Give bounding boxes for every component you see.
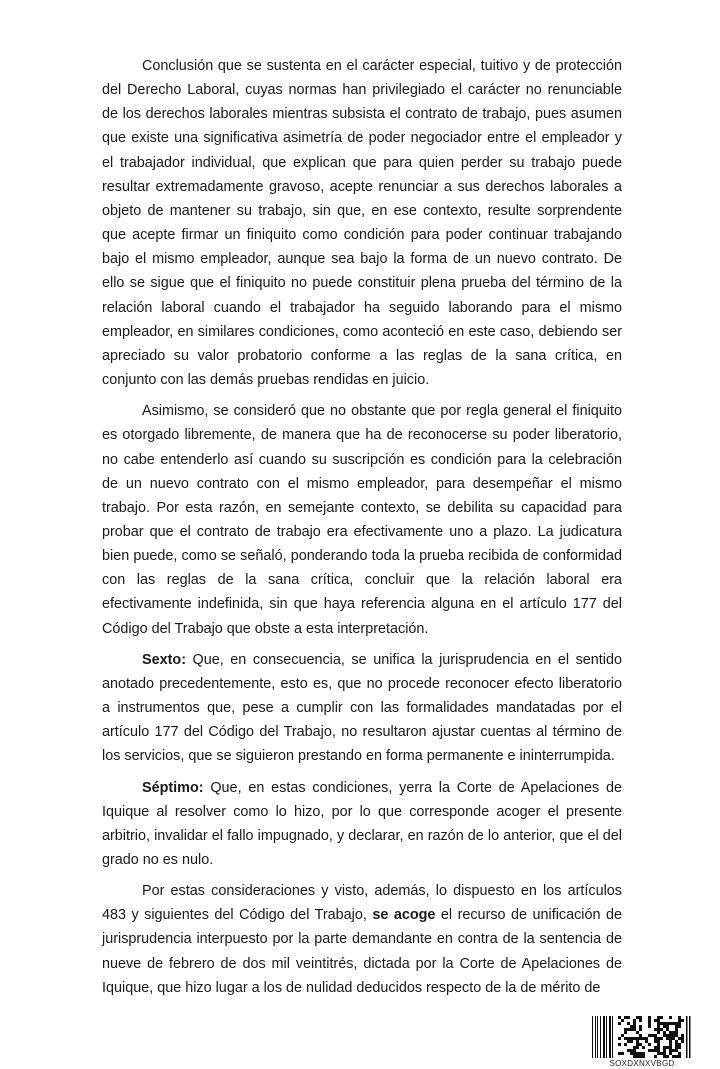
document-body <box>102 54 622 1007</box>
paragraph-sexto <box>102 648 622 769</box>
paragraph-conclusion <box>102 54 622 392</box>
paragraph-text: Asimismo, se consideró que no obstante que por regla general el finiquito es otorgado libremente, de manera que ha de reconocerse su poder liberatorio, no cabe entenderlo así cuando su suscripción es condición para la celebración de un nuevo contrato con el mismo empleador, para desempeñar el mismo trabajo. Por esta razón, en semejante contexto, se debilita su capacidad para probar que el contrato de trabajo era efectivamente uno a plazo. La judicatura bien puede, como se señaló, ponderando toda la prueba recibida de conformidad con las reglas de la sana crítica, concluir que la relación laboral era efectivamente indefinida, sin que haya referencia alguna en el artículo 177 del Código del Trabajo que obste a esta interpretación. <box>102 403 622 637</box>
paragraph-septimo <box>102 776 622 873</box>
section-heading-sexto: Sexto: <box>142 651 186 668</box>
paragraph-text: Que, en consecuencia, se unifica la jurisprudencia en el sentido anotado precedentemente, esto es, que no procede reconocer efecto liberatorio a instrumentos que, pese a cumplir con las formalidades mandatadas por el artículo 177 del Código del Trabajo, no resultaron ajustar cuentas al término de los servicios, que se siguieron prestando en forma permanente e ininterrumpida. <box>102 651 622 765</box>
verification-code: SOXDXNXVBGD <box>609 1059 675 1068</box>
section-heading-septimo: Séptimo: <box>142 779 204 796</box>
paragraph-text: Que, en estas condiciones, yerra la Corte de Apelaciones de Iquique al resolver como lo hizo, por lo que corresponde acoger el presente arbitrio, invalidar el fallo impugnado, y declarar, en razón de lo anterior, que el del grado no es nulo. <box>102 779 622 868</box>
paragraph-asimismo <box>102 399 622 641</box>
paragraph-text: Conclusión que se sustenta en el carácter especial, tuitivo y de protección del Derecho Laboral, cuyas normas han privilegiado el carácter no renunciable de los derechos laborales mientras subsista el contrato de trabajo, pues asumen que existe una significativa asimetría de poder negociador entre el empleador y el trabajador individual, que explican que para quien perder su trabajo puede resultar extremadamente gravoso, acepte renunciar a sus derechos laborales a objeto de mantener su trabajo, sin que, en ese contexto, resulte sorprendente que acepte firmar un finiquito como condición para poder continuar trabajando bajo el mismo empleador, aunque sea bajo la forma de un nuevo contrato. De ello se sigue que el finiquito no puede constituir plena prueba del término de la relación laboral cuando el trabajador ha seguido laborando para el mismo empleador, en similares condiciones, como aconteció en este caso, debiendo ser apreciado su valor probatorio conforme a las reglas de la sana crítica, en conjunto con las demás pruebas rendidas en juicio. <box>102 58 622 389</box>
ruling-emphasis: se acoge <box>372 907 436 924</box>
barcode-icon <box>592 1016 692 1058</box>
verification-stamp <box>592 1016 692 1069</box>
paragraph-text: Por estas consideraciones y visto, además, lo dispuesto en los artículos 483 y siguientes del Código del Trabajo, <box>102 883 622 924</box>
paragraph-text-tail: el recurso de unificación de jurisprudencia interpuesto por la parte demandante en contra de la sentencia de nueve de febrero de dos mil veintitrés, dictada por la Corte de Apelaciones de Iquique, que hizo lugar a los de nulidad deducidos respecto de la de mérito de <box>102 907 622 996</box>
paragraph-resolution <box>102 879 622 1000</box>
